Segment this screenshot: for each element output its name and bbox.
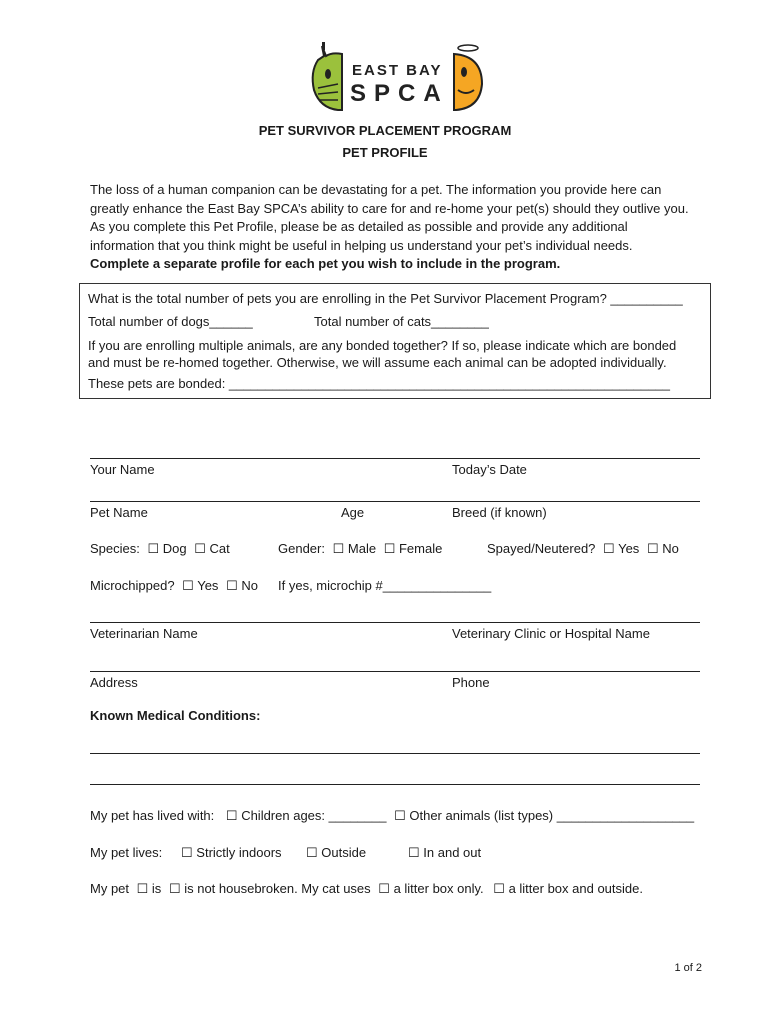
my-pet-label: My pet [90, 881, 130, 896]
in-out-checkbox[interactable]: ☐ [408, 845, 420, 860]
litter-only-label: a litter box only. [393, 881, 484, 896]
female-label: Female [398, 541, 443, 556]
east-bay-spca-logo [308, 42, 488, 114]
is-checkbox[interactable]: ☐ [136, 881, 149, 896]
pet-name-line[interactable] [90, 501, 700, 502]
total-cats-field[interactable]: Total number of cats________ [314, 314, 489, 329]
medical-line-1[interactable] [90, 753, 700, 754]
intro-line: As you complete this Pet Profile, please be as detailed as possible and provide any additional [90, 219, 628, 234]
spayed-no-checkbox[interactable]: ☐ [646, 541, 659, 556]
female-checkbox[interactable]: ☐ [383, 541, 396, 556]
medical-conditions-label: Known Medical Conditions: [90, 708, 261, 723]
vet-name-label: Veterinarian Name [90, 626, 198, 641]
vet-clinic-label: Veterinary Clinic or Hospital Name [452, 626, 650, 641]
microchip-row [90, 577, 258, 595]
intro-line: greatly enhance the East Bay SPCA’s ability to care for and re-home your pet(s) should they outlive you. [90, 200, 689, 216]
microchipped-label: Microchipped? [90, 578, 175, 593]
bonded-question-cont: and must be re-homed together. Otherwise, we will assume each animal can be adopted individually. [88, 355, 667, 370]
bonded-pets-field[interactable]: These pets are bonded: _____________________________________________________________ [88, 376, 670, 391]
pet-lives-label: My pet lives: [90, 845, 163, 860]
intro-line: information that you think might be useful in helping us understand your pet’s individual needs. [90, 237, 633, 253]
lived-with-row [90, 807, 694, 825]
address-label: Address [90, 675, 138, 690]
litter-only-checkbox[interactable]: ☐ [378, 881, 390, 896]
cat-label: Cat [209, 541, 230, 556]
microchip-yes-checkbox[interactable]: ☐ [182, 578, 194, 593]
microchip-number-field[interactable]: If yes, microchip #_______________ [278, 578, 492, 593]
bonded-question: If you are enrolling multiple animals, are any bonded together? If so, please indicate which are bonded [88, 338, 677, 353]
your-name-line[interactable] [90, 458, 700, 459]
spayed-yes-checkbox[interactable]: ☐ [603, 541, 615, 556]
dog-label: Dog [162, 541, 187, 556]
logo-text-spca: SPCA [350, 80, 449, 107]
outside-checkbox[interactable]: ☐ [306, 845, 318, 860]
logo-text-east-bay: EAST BAY [352, 62, 443, 79]
vet-line[interactable] [90, 622, 700, 623]
outside-option [306, 844, 366, 862]
intro-line: The loss of a human companion can be devastating for a pet. The information you provide here can [90, 182, 662, 197]
species-label: Species: [90, 541, 140, 556]
other-animals-checkbox[interactable]: ☐ [394, 808, 406, 823]
spayed-row [487, 540, 679, 558]
intro-instruction: Complete a separate profile for each pet you wish to include in the program. [90, 256, 561, 271]
phone-label: Phone [452, 675, 490, 690]
medical-line-2[interactable] [90, 784, 700, 785]
total-dogs-field[interactable]: Total number of dogs______ [88, 314, 253, 329]
indoors-option [181, 844, 282, 862]
intro-paragraph [90, 181, 710, 274]
program-title: PET SURVIVOR PLACEMENT PROGRAM [258, 123, 512, 138]
total-pets-field[interactable]: What is the total number of pets you are enrolling in the Pet Survivor Placement Program? __________ [88, 291, 683, 306]
spayed-yes-label: Yes [618, 541, 640, 556]
gender-row [278, 540, 442, 558]
microchip-no-label: No [241, 578, 258, 593]
litter-outside-checkbox[interactable]: ☐ [493, 881, 505, 896]
lived-with-label: My pet has lived with: [90, 808, 215, 823]
indoors-checkbox[interactable]: ☐ [181, 845, 193, 860]
form-title: PET PROFILE [342, 145, 428, 160]
children-ages-field[interactable]: Children ages: ________ [241, 808, 387, 823]
children-checkbox[interactable]: ☐ [225, 808, 238, 823]
male-checkbox[interactable]: ☐ [332, 541, 345, 556]
male-label: Male [347, 541, 377, 556]
address-line[interactable] [90, 671, 700, 672]
is-not-checkbox[interactable]: ☐ [168, 881, 181, 896]
is-label: is [151, 881, 162, 896]
outside-label: Outside [321, 845, 367, 860]
gender-label: Gender: [278, 541, 325, 556]
spayed-no-label: No [662, 541, 679, 556]
housebroken-row [90, 880, 643, 898]
microchip-no-checkbox[interactable]: ☐ [226, 578, 238, 593]
pet-name-label: Pet Name [90, 505, 148, 520]
breed-label: Breed (if known) [452, 505, 547, 520]
is-not-label: is not housebroken. My cat uses [184, 881, 371, 896]
species-row [90, 540, 230, 558]
spayed-label: Spayed/Neutered? [487, 541, 596, 556]
in-out-option [408, 844, 481, 862]
other-animals-field[interactable]: Other animals (list types) ___________________ [409, 808, 695, 823]
microchip-yes-label: Yes [197, 578, 219, 593]
todays-date-label: Today’s Date [452, 462, 527, 477]
cat-checkbox[interactable]: ☐ [194, 541, 206, 556]
in-out-label: In and out [423, 845, 482, 860]
age-label: Age [341, 505, 365, 520]
litter-outside-label: a litter box and outside. [508, 881, 643, 896]
your-name-label: Your Name [90, 462, 155, 477]
page-number: 1 of 2 [674, 962, 702, 974]
dog-checkbox[interactable]: ☐ [147, 541, 160, 556]
indoors-label: Strictly indoors [196, 845, 282, 860]
